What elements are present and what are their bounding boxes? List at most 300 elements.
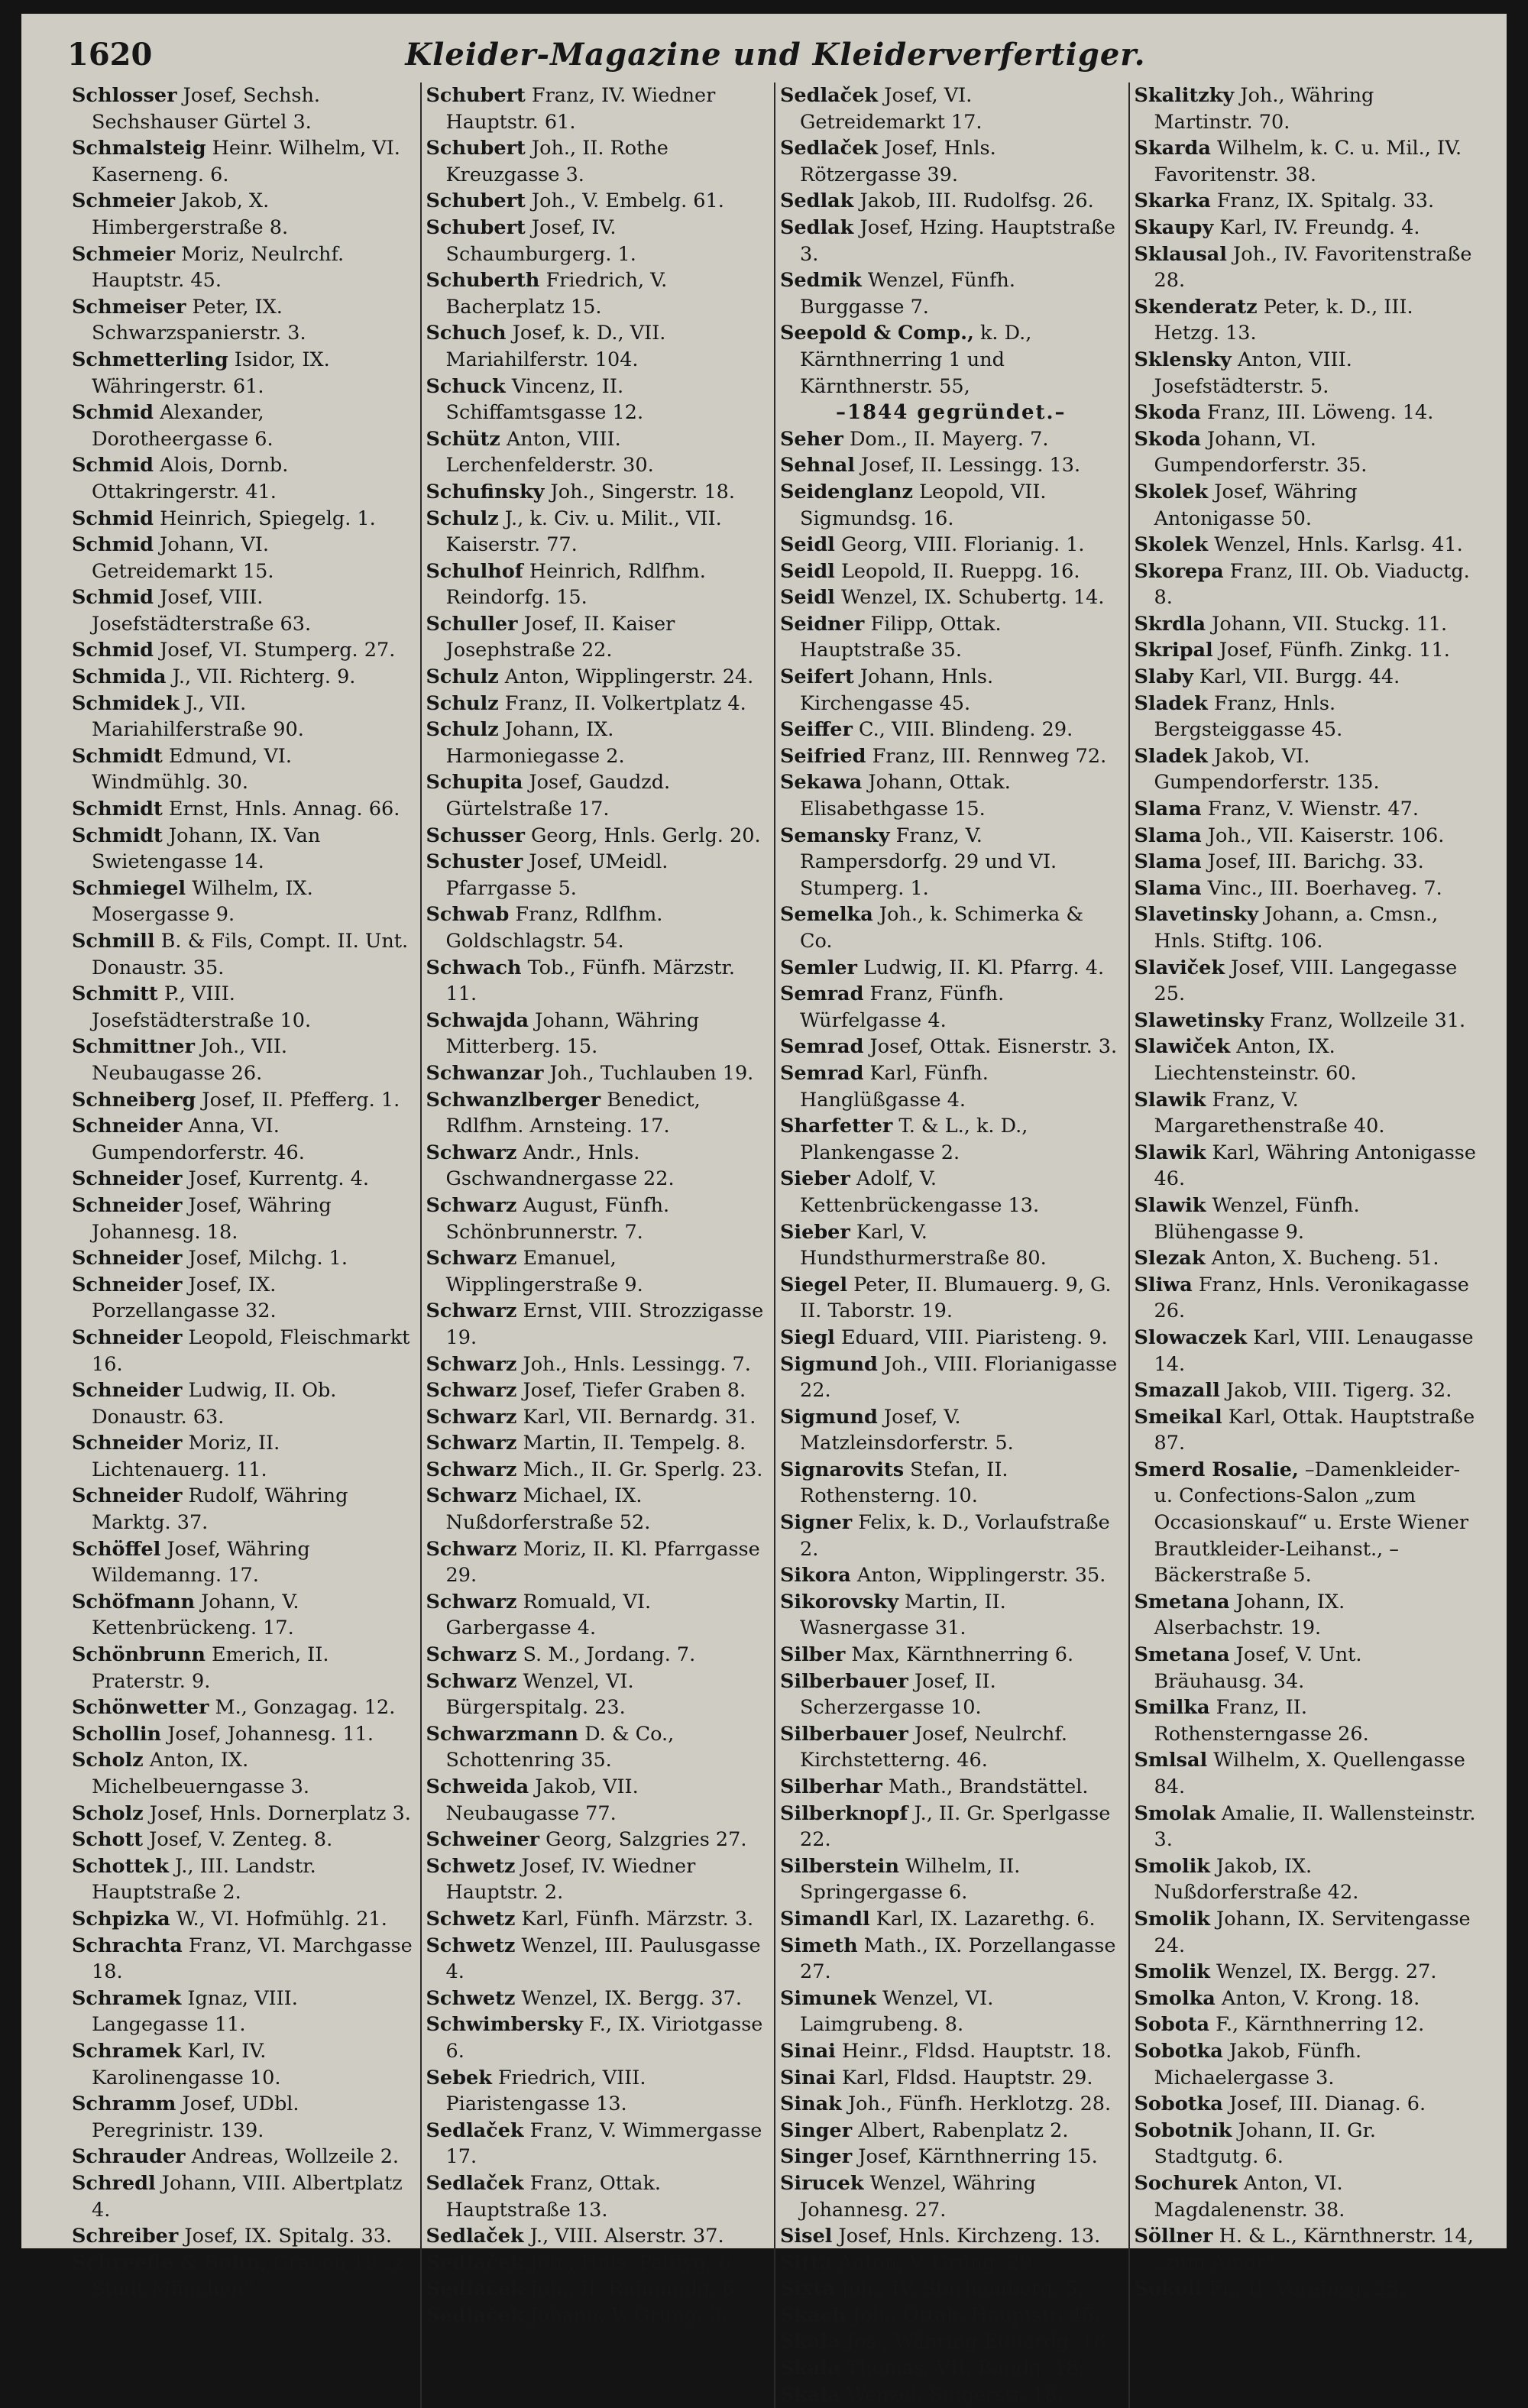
entry-surname: Skalitzky [1134, 84, 1235, 107]
entry-surname: Schweida [426, 1775, 529, 1798]
entry-details: Andr., Hnls. Gschwandnergasse 22. [445, 1141, 675, 1191]
directory-entry [426, 1245, 769, 1298]
directory-entry [426, 83, 769, 135]
entry-details: Johann, Währing Mitterberg. 15. [445, 1008, 700, 1059]
directory-entry [780, 743, 1122, 770]
entry-surname: Schwarz [426, 1352, 517, 1376]
entry-details: Jakob, Fünfh. Michaelergasse 3. [1154, 2039, 1362, 2089]
directory-entry [72, 506, 414, 532]
directory-entry [780, 2091, 1122, 2118]
entry-surname: Slaby [1134, 665, 1193, 689]
entry-details: Johann, VIII. Albertplatz 4. [92, 2171, 403, 2222]
entry-details: Wenzel, Hnls. Karlsg. 41. [1208, 533, 1463, 557]
directory-entry [780, 2038, 1122, 2065]
directory-entry [426, 1986, 769, 2012]
entry-surname: Sobotka [1134, 2092, 1223, 2116]
directory-entry [426, 2250, 769, 2277]
directory-entry [780, 479, 1122, 532]
entry-details: Josef, II. Lessingg. 13. [854, 454, 1081, 477]
entry-details: Martin, II. Wasnergasse 31. [800, 1590, 1006, 1640]
entry-details: Josef, Gaudzd. Gürtelstraße 17. [445, 771, 671, 821]
entry-details: Franz, VI. Marchgasse 18. [92, 1934, 413, 1984]
entry-surname: Simunek [780, 1986, 877, 2010]
entry-details: Wenzel, IX. Schubertg. 14. [834, 586, 1105, 610]
directory-columns [67, 83, 1484, 2406]
entry-surname: Sigmund [780, 1405, 878, 1429]
entry-details: Joh., Fünfh. Herklotzg. 28. [841, 2092, 1112, 2116]
directory-entry [780, 1325, 1122, 1351]
entry-surname: Schrachta [72, 1934, 183, 1957]
entry-details: Karl, Fldsd. Hauptstr. 29. [835, 2066, 1093, 2089]
entry-surname: Sedlaček [780, 137, 879, 160]
entry-details: Michael, IX. Nußdorferstraße 52. [445, 1484, 651, 1535]
entry-surname: Skenderatz [1134, 295, 1258, 319]
directory-entry [72, 1589, 414, 1642]
entry-surname: Schmill [72, 930, 155, 953]
entry-surname: Silberknopf [780, 1801, 908, 1825]
directory-entry [780, 584, 1122, 611]
entry-details: Anton, Wipplingerstr. 35. [850, 1564, 1106, 1588]
directory-entry [72, 637, 414, 664]
directory-entry [426, 901, 769, 954]
directory-entry [1135, 1245, 1478, 1272]
directory-entry [426, 691, 769, 717]
entry-surname: Sladek [1134, 691, 1208, 715]
directory-entry [426, 2303, 769, 2329]
entry-details: Leopold, Fleischmarkt 16. [92, 1325, 410, 1376]
entry-surname: Seidl [780, 586, 835, 610]
directory-entry [780, 981, 1122, 1034]
directory-entry [72, 1642, 414, 1694]
entry-details: Anton, VIII. Lerchenfelderstr. 30. [445, 427, 654, 477]
entry-surname: Schöffel [72, 1537, 161, 1561]
entry-details: Wenzel, Fünfh. Blühengasse 9. [1154, 1193, 1360, 1244]
entry-details: Georg, Hnls. Gerlg. 20. [524, 824, 761, 847]
entry-details: Karl, VII. Burgg. 44. [1193, 665, 1400, 689]
entry-surname: Schönwetter [72, 1696, 209, 1720]
entry-surname: Schmiegel [72, 876, 186, 900]
entry-details: Karl, Währing Antonigasse 46. [1154, 1141, 1476, 1191]
directory-entry [1135, 1457, 1478, 1589]
entry-surname: Seidl [780, 559, 835, 583]
entry-surname: Sobota [1134, 2013, 1210, 2037]
directory-entry [72, 1986, 414, 2038]
entry-surname: Schütz [426, 427, 500, 451]
entry-details: Friedrich, VIII. Piaristengasse 13. [445, 2066, 646, 2116]
entry-surname: Schreiber [72, 2225, 179, 2248]
directory-entry [72, 743, 414, 796]
entry-surname: Simandl [780, 1907, 870, 1931]
entry-surname: Scholz [72, 1749, 144, 1772]
entry-details: Johann, V. Kettenbrückeng. 17. [92, 1590, 299, 1640]
directory-entry [1135, 664, 1478, 691]
directory-entry [72, 135, 414, 188]
directory-entry [1135, 532, 1478, 558]
directory-entry [72, 2250, 414, 2303]
directory-entry [1135, 188, 1478, 215]
entry-surname: Schpizka [72, 1907, 170, 1931]
entry-surname: Sikora [780, 1564, 851, 1588]
entry-surname: Slawik [1134, 1088, 1206, 1112]
entry-details: Joh., Hnls. Lessingg. 7. [516, 1352, 751, 1376]
directory-entry [426, 2223, 769, 2250]
entry-details: Heinrich, Spiegelg. 1. [153, 507, 376, 530]
entry-surname: Schusser [426, 824, 525, 847]
entry-details: Johann, VI. Getreidemarkt 15. [92, 533, 274, 583]
entry-surname: Schneider [72, 1167, 183, 1191]
directory-entry [426, 717, 769, 769]
directory-entry [1135, 2276, 1478, 2303]
entry-surname: Schwetz [426, 1934, 516, 1957]
entry-surname: Semrad [780, 1061, 864, 1085]
entry-surname: Semrad [780, 1035, 864, 1059]
directory-entry [426, 1193, 769, 1245]
entry-surname: Schneider [72, 1115, 183, 1138]
entry-details: Josef, III. Barichg. 33. [1201, 850, 1424, 874]
entry-details: Joh., IV. Starhemberg. 5. [834, 2277, 1084, 2301]
entry-surname: Schwarz [426, 1458, 517, 1481]
directory-entry [780, 2329, 1122, 2355]
directory-entry [1135, 1140, 1478, 1193]
entry-surname: Slaviček [1134, 956, 1225, 979]
entry-details: Mich., II. Gr. Sperlg. 23. [516, 1458, 763, 1481]
entry-details: Josef, Währing Antonigasse 50. [1154, 480, 1358, 530]
entry-details: Eduard, VIII. Piaristeng. 9. [834, 1325, 1108, 1349]
directory-entry [72, 2170, 414, 2223]
entry-surname: Sixta [780, 2277, 835, 2301]
entry-surname: Silber [780, 1643, 846, 1667]
entry-details: Anton, V. Krong. 18. [1215, 1986, 1420, 2010]
directory-entry [426, 1827, 769, 1853]
entry-surname: Schwab [426, 903, 510, 927]
directory-entry [780, 955, 1122, 982]
directory-entry [1135, 294, 1478, 347]
directory-entry [426, 479, 769, 506]
entry-surname: Singer [780, 2145, 853, 2169]
entry-details: Franz, V. Wimmergasse 17. [445, 2118, 762, 2169]
entry-surname: Smolak [1134, 1801, 1216, 1825]
entry-details: Vincenz, II. Schiffamtsgasse 12. [445, 374, 644, 425]
entry-surname: Sinak [780, 2092, 842, 2116]
entry-details: Karl, VIII. Lenaugasse 14. [1154, 1325, 1474, 1376]
entry-details: Josef, IV. Wiedner Hauptstr. 2. [445, 1854, 696, 1905]
entry-details: August, Fünfh. Schönbrunnerstr. 7. [445, 1193, 670, 1244]
directory-entry [780, 2276, 1122, 2303]
directory-entry [426, 2065, 769, 2118]
entry-surname: Schulhof [426, 559, 523, 583]
entry-surname: Schmid [72, 401, 154, 425]
directory-entry [1135, 1404, 1478, 1457]
entry-surname: Slawiček [1134, 1035, 1231, 1059]
entry-details: Johann, V. Grüng. 3. [523, 2303, 728, 2327]
directory-entry [780, 1668, 1122, 1721]
entry-details: P., VIII. Josefstädterstraße 10. [92, 982, 312, 1032]
entry-surname: Skripal [1134, 639, 1213, 662]
entry-details: Wenzel, III. Paulusgasse 4. [445, 1934, 761, 1984]
entry-surname: Sochurek [1134, 2171, 1238, 2195]
entry-surname: Schwarz [426, 1405, 517, 1429]
entry-details: B. & Fils, Compt. II. Unt. Donaustr. 35. [92, 930, 409, 979]
entry-surname: Schott [72, 1828, 144, 1852]
entry-surname: Schmid [72, 586, 154, 610]
directory-entry [780, 558, 1122, 585]
entry-surname: Schramek [72, 2039, 182, 2063]
entry-details: Johann, IX. Van Swietengasse 14. [92, 824, 321, 874]
entry-surname: Schneider [72, 1247, 183, 1270]
entry-details: Moriz, II. Kl. Pfarrgasse 29. [445, 1537, 760, 1588]
entry-details: Johann, Hnls. Kirchengasse 45. [800, 665, 994, 715]
entry-surname: Schönbrunn [72, 1643, 206, 1667]
entry-details: Joh., IV. Favoritenstraße 28. [1154, 242, 1472, 293]
directory-entry [72, 981, 414, 1034]
directory-page [21, 14, 1507, 2406]
directory-entry [780, 2065, 1122, 2092]
directory-entry [780, 188, 1122, 215]
entry-surname: Semler [780, 956, 857, 979]
entry-details: Jakob, X. Himbergerstraße 8. [92, 189, 289, 239]
directory-entry [1135, 426, 1478, 479]
entry-surname: Smerd Rosalie, [1134, 1458, 1299, 1481]
entry-surname: Schlosser [72, 84, 177, 107]
directory-entry [72, 1853, 414, 1906]
entry-details: Josef, UDbl. Peregrinistr. 139. [92, 2092, 299, 2142]
directory-entry [426, 664, 769, 691]
entry-details: Josef, II. Pfefferg. 1. [196, 1088, 400, 1112]
directory-entry [780, 1034, 1122, 1060]
entry-details: J., II. Gr. Sperlgasse 22. [800, 1801, 1111, 1852]
entry-details: Joh., II. Rothe Kreuzgasse 3. [445, 137, 668, 186]
entry-surname: Smazall [1134, 1379, 1220, 1403]
entry-details: Johann, VII. Stuckg. 11. [1206, 612, 1448, 636]
entry-details: Franz, IX. Spitalg. 33. [1210, 189, 1435, 213]
entry-details: S. M., Jordang. 7. [516, 1643, 696, 1667]
entry-surname: Sieber [780, 1220, 850, 1244]
entry-details: Peter, k. D., III. Hetzg. 13. [1154, 295, 1413, 345]
directory-entry [1135, 1087, 1478, 1140]
entry-surname: Smetana [1134, 1643, 1230, 1667]
entry-surname: Sedlaček [426, 2225, 524, 2248]
entry-surname: Skala [780, 2330, 840, 2354]
directory-entry [1135, 2038, 1478, 2091]
directory-entry [72, 347, 414, 400]
entry-surname: Schollin [72, 1722, 162, 1746]
entry-details: Wenzel, IX. Bergg. 27. [1209, 1960, 1437, 1984]
directory-entry [1135, 1801, 1478, 1853]
column-1 [67, 83, 422, 2408]
entry-details: Math., Brandstättel. [882, 1775, 1089, 1798]
entry-details: Joh., Tuchlauben 19. [543, 1061, 754, 1085]
entry-surname: Seifert [780, 665, 854, 689]
entry-details: Karl, Fünfh. Hanglüßgasse 4. [800, 1061, 989, 1112]
entry-details: Josef, UMeidl. Pfarrgasse 5. [445, 850, 668, 900]
directory-entry [426, 506, 769, 558]
entry-surname: Schupita [426, 771, 523, 795]
entry-details: J., VII. Mariahilferstraße 90. [92, 691, 304, 742]
entry-surname: Sokoll [1134, 2277, 1203, 2301]
directory-entry [426, 1351, 769, 1378]
directory-entry [780, 532, 1122, 558]
directory-entry [780, 426, 1122, 453]
directory-entry [426, 1298, 769, 1351]
entry-details: k. D., Kärnthnerring 1 und Kärnthnerstr. 55, [800, 322, 1032, 398]
entry-details: Joh., Hnls. Palffyg. 6. [523, 2251, 737, 2274]
entry-details: Jakob, VIII. Tigerg. 32. [1219, 1379, 1452, 1403]
entry-details: Johann, IX. Alserbachstr. 19. [1154, 1590, 1345, 1640]
directory-entry [426, 1483, 769, 1536]
entry-surname: Schuster [426, 850, 523, 874]
entry-surname: Schöfmann [72, 1590, 196, 1613]
directory-entry [780, 215, 1122, 267]
entry-surname: Slama [1134, 850, 1202, 874]
directory-entry [72, 875, 414, 928]
directory-entry [72, 1087, 414, 1114]
entry-surname: Slama [1134, 798, 1202, 821]
directory-entry [1135, 1747, 1478, 1800]
entry-surname: Siegl [780, 1325, 835, 1349]
entry-surname: Sedmik [780, 269, 862, 293]
directory-entry [72, 532, 414, 584]
directory-entry [72, 400, 414, 452]
entry-surname: Schufinsky [426, 480, 545, 503]
entry-details: Franz, IV. Wiedner Hauptstr. 61. [445, 84, 716, 134]
directory-entry [780, 1906, 1122, 1933]
entry-details: Heinrich, Rdlfhm. Reindorfg. 15. [445, 559, 706, 610]
entry-surname: Schmeier [72, 189, 176, 213]
entry-details: Joh., V. Embelg. 61. [525, 189, 724, 213]
directory-entry [1135, 400, 1478, 426]
column-4 [1130, 83, 1484, 2408]
entry-surname: Schmitt [72, 982, 158, 1006]
entry-surname: Schubert [426, 215, 526, 239]
entry-surname: Skorepa [1134, 559, 1224, 583]
directory-entry [1135, 1642, 1478, 1694]
entry-surname: Schwanzar [426, 1061, 544, 1085]
page-title: Kleider-Magazine und Kleiderverfertiger. [405, 37, 1146, 73]
entry-details: Franz, Rdlfhm. Goldschlagstr. 54. [445, 903, 663, 953]
entry-surname: Singer [780, 2118, 853, 2142]
entry-surname: Skolek [1134, 533, 1209, 557]
directory-entry [426, 611, 769, 664]
entry-surname: Schmetterling [72, 348, 228, 371]
entry-surname: Seidl [780, 533, 835, 557]
directory-entry [72, 241, 414, 294]
entry-details: Josef, VIII. Josefstädterstraße 63. [92, 586, 312, 636]
entry-surname: Schneider [72, 1484, 183, 1508]
entry-surname: Schmidt [72, 744, 163, 768]
directory-entry [72, 823, 414, 875]
directory-entry [426, 1087, 769, 1140]
directory-entry [426, 1642, 769, 1668]
entry-details: Filipp, Ottak. Hauptstraße 35. [800, 612, 1002, 662]
entry-surname: Smeikal [1134, 1405, 1222, 1429]
directory-entry [72, 1166, 414, 1193]
directory-entry [1135, 1853, 1478, 1906]
directory-entry [426, 1668, 769, 1721]
entry-details: Franz, V. Wienstr. 47. [1201, 798, 1419, 821]
entry-details: Josef, Hnls. Kirchzeng. 13. [832, 2225, 1101, 2248]
entry-details: Joh., VII. Neubaugasse 26. [92, 1035, 288, 1085]
entry-details: Rudolf, Währing Marktg. 37. [92, 1484, 348, 1535]
directory-entry [426, 1377, 769, 1404]
directory-entry [780, 1562, 1122, 1589]
entry-details: Johann, IX. Servitengasse 24. [1154, 1907, 1471, 1957]
directory-entry [1135, 479, 1478, 532]
entry-surname: Sinai [780, 2066, 836, 2089]
directory-entry [780, 135, 1122, 188]
entry-surname: Sedlaček [426, 2251, 524, 2274]
entry-details: Franz, V. Rampersdorfg. 29 und VI. Stumperg. 1. [800, 824, 1057, 900]
entry-surname: Schneider [72, 1379, 183, 1403]
entry-details: Friedrich, V. Bacherplatz 15. [445, 269, 668, 319]
entry-surname: Schwarz [426, 1590, 517, 1613]
directory-entry [72, 1747, 414, 1800]
entry-surname: Seidenglanz [780, 480, 913, 503]
directory-entry [72, 796, 414, 823]
entry-surname: Sedlak [780, 215, 854, 239]
entry-surname: Semelka [780, 903, 873, 927]
entry-surname: Schubert [426, 137, 526, 160]
column-3 [775, 83, 1130, 2408]
entry-surname: Slama [1134, 876, 1202, 900]
directory-entry [1135, 1694, 1478, 1747]
entry-details: Martin, II. Tempelg. 8. [516, 1432, 746, 1455]
entry-details: Karl, Ottak. Hauptstraße 87. [1154, 1405, 1475, 1455]
entry-details: Stefan, II. Rothensterng. 10. [800, 1458, 1008, 1508]
entry-surname: Schweiner [426, 1828, 540, 1852]
entry-surname: Slawik [1134, 1193, 1206, 1217]
entry-details: Georg, VIII. Florianig. 1. [834, 533, 1085, 557]
entry-details: Josef, III. Dianag. 6. [1222, 2092, 1426, 2116]
directory-entry [426, 955, 769, 1008]
directory-entry [780, 2118, 1122, 2144]
entry-details: Heinr., Fldsd. Hauptstr. 18. [835, 2039, 1112, 2063]
entry-details: Josef, IX. Spitalg. 33. [178, 2225, 393, 2248]
directory-entry [1135, 691, 1478, 743]
directory-entry [1135, 1193, 1478, 1245]
entry-details: Karl, IX. Lazarethg. 6. [869, 1907, 1096, 1931]
directory-entry [780, 1721, 1122, 1774]
entry-details: Franz, II. Volkertplatz 4. [498, 691, 746, 715]
entry-surname: Skala [780, 2357, 840, 2380]
entry-details: M., Gonzagag. 12. [209, 1696, 396, 1720]
entry-surname: Sedlaček [426, 2277, 524, 2301]
entry-surname: Schmid [72, 639, 154, 662]
entry-details: Johann, Ottak. Elisabethgasse 15. [800, 771, 1011, 821]
directory-entry [1135, 1589, 1478, 1642]
directory-entry [780, 2250, 1122, 2277]
directory-entry [1135, 796, 1478, 823]
entry-surname: Schramek [72, 1986, 182, 2010]
entry-details: Anton, X. Bucheng. 51. [1205, 1247, 1439, 1270]
entry-surname: Simeth [780, 1934, 858, 1957]
entry-details: Tob., Fünfh. Märzstr. 11. [445, 956, 736, 1006]
entry-details: Edmund, VI. Windmühlg. 30. [92, 744, 292, 795]
entry-surname: Schwarz [426, 1247, 517, 1270]
entry-details: Graben 19 „z. Stadt München“. [92, 2251, 410, 2301]
entry-surname: Seifried [780, 744, 866, 768]
entry-details: Jakob, VI. Gumpendorferstr. 135. [1154, 744, 1380, 795]
entry-details: Johann, a. Cmsn., Hnls. Stiftg. 106. [1154, 903, 1439, 953]
entry-details: Johann, VI. Gumpendorferstr. 35. [1154, 427, 1368, 477]
entry-details: Anton, Wipplingerstr. 24. [498, 665, 754, 689]
directory-entry [780, 1166, 1122, 1219]
entry-details: Anton, IX. Michelbeuerngasse 3. [92, 1749, 309, 1798]
entry-details: Franz, Fünfh. Würfelgasse 4. [800, 982, 1005, 1032]
entry-surname: Smolik [1134, 1907, 1210, 1931]
entry-surname: Smetana [1134, 1590, 1230, 1613]
entry-surname: Schmeier [72, 242, 176, 266]
directory-entry [780, 1219, 1122, 1272]
